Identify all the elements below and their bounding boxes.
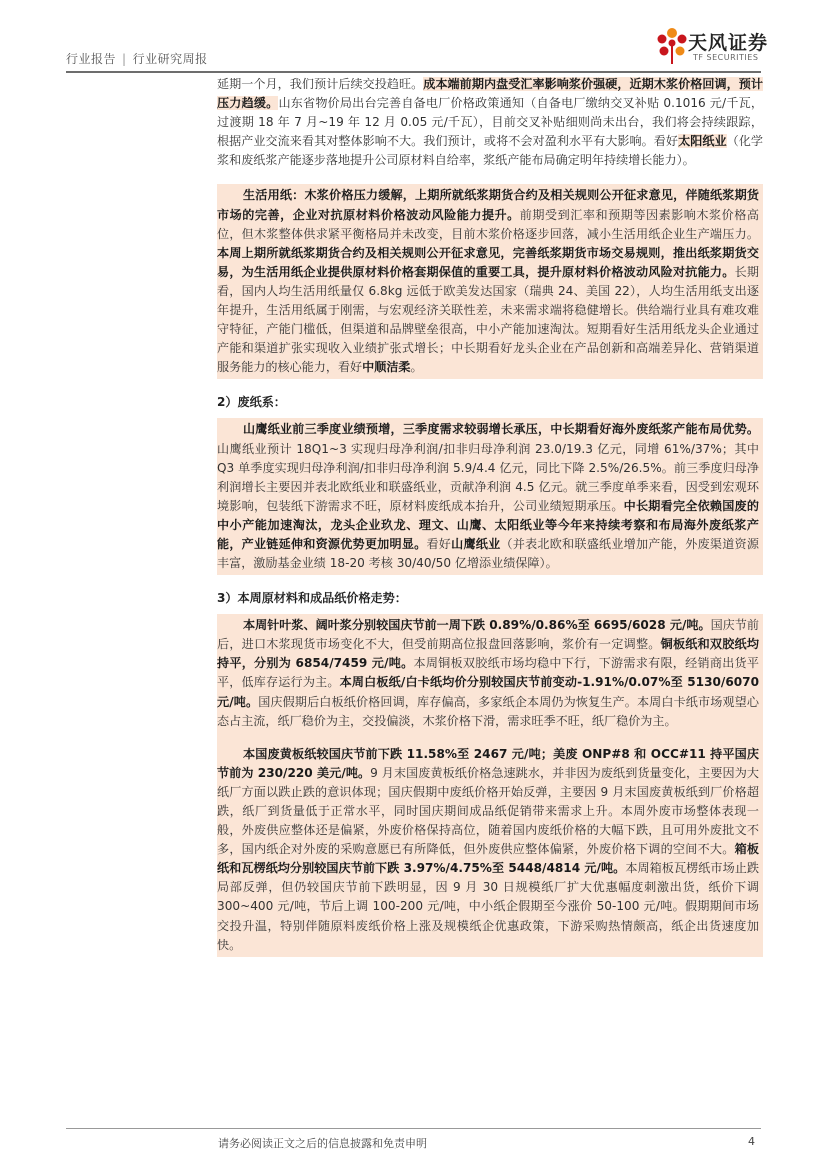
body-text: 本周箱板瓦楞纸市场止跌局部反弹，但仍较国庆节前下跌明显，因 9 月 30 日规模纸厂扩大优惠幅度刺激出货，纸价下调 300~400 元/吨，节后上调 100-200 元/吨，中小纸企假期至今涨价 50-100 元/吨。假期期间市场交投升温，特别伴随原料废纸价格上涨及规模纸企优惠政策，下游采购热情颇高，纸企出货速度加快。 bbox=[217, 861, 759, 952]
header-divider bbox=[66, 71, 761, 73]
body-text: 。 bbox=[410, 360, 423, 375]
report-subcategory: 行业研究周报 bbox=[132, 52, 208, 66]
body-text: 长期看，国内人均生活用纸量仅 6.8kg 远低于欧美发达国家（瑞典 24、美国 22），人均生活用纸支出逐年提升，生活用纸属于刚需，与宏观经济关联性差，未来需求端将稳健增长。供给端行业具有难攻难守特征，产能门槛低，但渠道和品牌壁垒很高，中小产能加速淘汰。短期看好生活用纸龙头企业通过产能和渠道扩张实现收入业绩扩张式增长；中长期看好龙头企业在产品创新和高端差异化、营销渠道服务能力的核心能力，看好 bbox=[217, 264, 759, 375]
highlighted-text: 本周上期所就纸浆期货合约及相关规则公开征求意见，完善纸浆期货市场交易规则，推出纸浆期货交易，为生活用纸企业提供原材料价格套期保值的重要工具，提升原材料价格波动风险对抗能力。 bbox=[217, 245, 759, 279]
highlighted-text: 太阳纸业 bbox=[678, 134, 727, 149]
body-text: （化学浆和废纸浆产能逐步落地提升公司原材料自给率，浆纸产能布局确定明年持续增长能力）。 bbox=[217, 134, 763, 168]
highlighted-text: 本周白板纸/白卡纸均价分别较国庆节前变动-1.91%/0.07%至 5130/6070 元/吨。 bbox=[217, 675, 759, 709]
body-text: 国庆假期后白板纸价格回调，库存偏高，多家纸企本周仍为恢复生产。本周白卡纸市场观望心态占主流，纸厂稳价为主，交投偏淡，木浆价格下滑，需求旺季不旺，纸厂稳价为主。 bbox=[217, 694, 759, 728]
header-separator: | bbox=[122, 52, 127, 66]
highlighted-text: 中长期看完全依赖国废的中小产能加速淘汰，龙头企业玖龙、理文、山鹰、太阳纸业等今年来持续考察和布局海外废纸浆产能，产业链延伸和资源优势更加明显。 bbox=[217, 498, 759, 551]
body-text: 山鹰纸业预计 18Q1~3 实现归母净利润/扣非归母净利润 23.0/19.3 亿元，同增 61%/37%；其中 Q3 单季度实现归母净利润/扣非归母净利润 5.9/4.4 亿元，同比下降 2.5%/26.5%。前三季度归母净利润增长主要因并表北欧纸业和联盛纸业，贡献净利润 4.5 亿元。就三季度单季来看，因受到宏观环境影响，包装纸下游需求不旺，原材料废纸成本抬升，公司业绩短期承压。 bbox=[217, 441, 759, 513]
highlighted-text: 中顺洁柔 bbox=[362, 360, 411, 375]
highlight-band-price-trend bbox=[217, 614, 763, 957]
section-heading-waste-paper: 2）废纸系： bbox=[217, 395, 286, 410]
body-text: 本周铜板双胶纸市场均稳中下行，下游需求有限，经销商出货平平，低库存运行为主。 bbox=[217, 656, 759, 690]
logo-chinese-name: 天风证券 bbox=[688, 32, 769, 54]
highlighted-text: 箱板纸和瓦楞纸均分别较国庆节前下跌 3.97%/4.75%至 5448/4814 元/吨。 bbox=[217, 842, 759, 876]
body-text: 前期受到汇率和预期等因素影响木浆价格高位，但木浆整体供求紧平衡格局并未改变，目前木浆价格逐步回落，减小生活用纸企业生产端压力。 bbox=[217, 207, 759, 241]
report-header bbox=[66, 50, 208, 67]
paragraph-shanying-paper bbox=[217, 420, 759, 573]
tf-securities-logo bbox=[655, 26, 769, 70]
body-text: 延期一个月，我们预计后续交投趋旺。 bbox=[217, 77, 424, 91]
highlighted-text: 生活用纸：木浆价格压力缓解，上期所就纸浆期货合约及相关规则公开征求意见，伴随纸浆期货市场的完善，企业对抗原材料价格波动风险能力提升。 bbox=[217, 188, 759, 222]
highlight-band-household-paper bbox=[217, 184, 763, 379]
body-text: 看好 bbox=[426, 536, 452, 551]
paragraph-waste-paper-prices bbox=[217, 745, 759, 955]
highlighted-text: 本周针叶浆、阔叶浆分别较国庆节前一周下跌 0.89%/0.86%至 6695/6028 元/吨。 bbox=[243, 618, 711, 633]
logo-english-name: TF SECURITIES bbox=[693, 53, 759, 62]
highlighted-text: 铜板纸和双胶纸均持平，分别为 6854/7459 元/吨。 bbox=[217, 637, 759, 671]
page-number: 4 bbox=[748, 1135, 755, 1148]
paragraph-pulp-prices bbox=[217, 616, 759, 731]
logo-flower-icon bbox=[655, 26, 689, 66]
body-text: 9 月末国废黄板纸价格急速跳水，并非因为废纸到货量变化，主要因为大纸厂方面以跌止跌的意识体现；国庆假期中废纸价格开始反弹，主要因 9 月末国废黄板纸到厂价格超跌，纸厂到货量低于正常水平，同时国庆期间成品纸促销带来需求上升。本周外废市场整体表现一般，外废供应整体还是偏紧，外废价格保持高位，随着国内废纸价格的大幅下跌，且可用外废批文不多，国内纸企对外废的采购意愿已有所降低，但外废供应整体偏紧，外废价格下调的空间不大。 bbox=[217, 765, 759, 857]
highlighted-text: 山鹰纸业前三季度业绩预增，三季度需求较弱增长承压，中长期看好海外废纸浆产能布局优势。 bbox=[243, 422, 759, 437]
report-category: 行业报告 bbox=[66, 52, 117, 66]
highlighted-text: 本国废黄板纸较国庆节前下跌 11.58%至 2467 元/吨；美废 ONP#8 和 OCC#11 持平国庆节前为 230/220 美元/吨。 bbox=[217, 746, 759, 780]
report-body bbox=[217, 75, 763, 971]
body-text: 国庆节前后，进口木浆现货市场变化不大，但受前期高位报盘回落影响，浆价有一定调整。 bbox=[217, 618, 759, 652]
footer-disclaimer: 请务必阅读正文之后的信息披露和免责申明 bbox=[218, 1137, 427, 1150]
footer-divider bbox=[66, 1128, 761, 1129]
paragraph-household-paper bbox=[217, 186, 759, 377]
paragraph-pulp-cost bbox=[217, 75, 763, 170]
body-text: （并表北欧和联盛纸业增加产能，外废渠道资源丰富，激励基金业绩 18-20 考核 30/40/50 亿增添业绩保障）。 bbox=[217, 536, 759, 571]
highlight-band-waste-paper bbox=[217, 418, 763, 575]
highlighted-text: 成本端前期内盘受汇率影响浆价强硬，近期木浆价格回调，预计压力趋缓。 bbox=[217, 77, 763, 111]
section-heading-price-trend: 3）本周原材料和成品纸价格走势： bbox=[217, 591, 407, 606]
body-text: 山东省物价局出台完善自备电厂价格政策通知（自备电厂缴纳交叉补贴 0.1016 元/千瓦，过渡期 18 年 7 月~19 年 12 月 0.05 元/千瓦），目前交叉补贴细则尚未出台，我们将会持续跟踪，根据产业交流来看其对整体影响不大。我们预计，或将不会对盈利水平有大影响。看好 bbox=[217, 96, 763, 149]
highlighted-text: 山鹰纸业 bbox=[451, 536, 501, 551]
